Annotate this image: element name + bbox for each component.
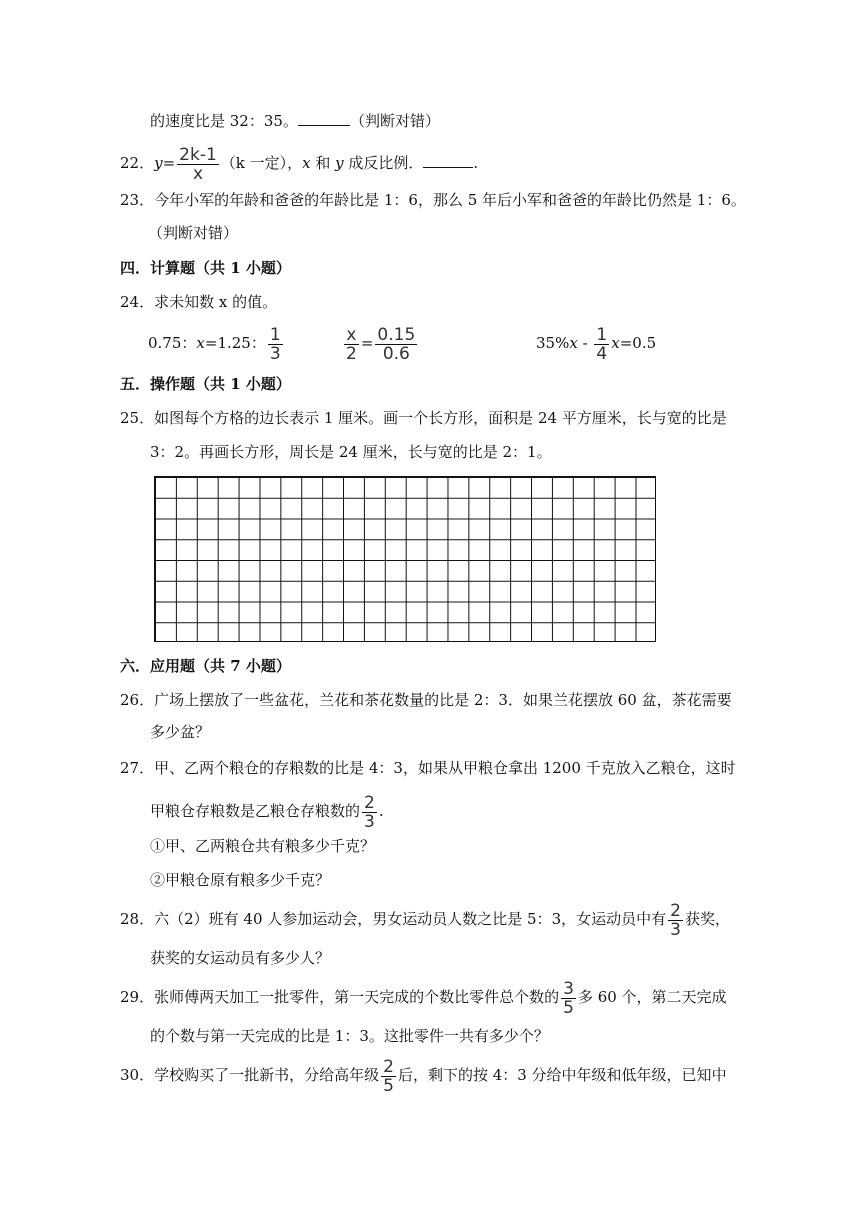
equation-3-right: =0.5 xyxy=(619,334,657,352)
question-27-line-1: 甲、乙两个粮仓的存粮数的比是 4：3，如果从甲粮仓拿出 1200 千克放入乙粮仓，这时 xyxy=(154,759,736,777)
question-27-sub-2: ②甲粮仓原有粮多少千克？ xyxy=(150,871,331,889)
question-21-tail xyxy=(150,111,440,131)
period: . xyxy=(473,154,479,172)
section-heading-operation: 五．操作题（共 1 小题） xyxy=(120,375,291,393)
fraction-numerator: x xyxy=(344,326,359,345)
fraction-2-3 xyxy=(362,794,377,831)
question-number-23: 23． xyxy=(120,191,155,209)
question-27-line-2 xyxy=(150,792,384,830)
fraction-015-06 xyxy=(375,326,417,363)
question-22 xyxy=(120,144,478,182)
question-26-line-2: 多少盆？ xyxy=(150,723,211,741)
question-23 xyxy=(120,190,746,210)
answer-blank-22[interactable] xyxy=(423,153,473,168)
question-26 xyxy=(120,690,732,710)
fraction-numerator: 3 xyxy=(563,978,574,999)
question-number-24: 24． xyxy=(120,293,155,311)
equation-2 xyxy=(342,324,419,362)
question-29-line-2: 的个数与第一天完成的比是 1：3。这批零件一共有多少个？ xyxy=(150,1027,549,1045)
variable-y: y xyxy=(154,154,163,172)
fraction-2k-1-over-x xyxy=(177,146,219,183)
question-23-text: 今年小军的年龄和爸爸的年龄比是 1：6，那么 5 年后小军和爸爸的年龄比仍然是 1：6。 xyxy=(154,191,746,209)
question-25 xyxy=(120,408,727,428)
equation-1-left: 0.75： xyxy=(148,334,197,352)
k-constant-note: （k 一定）， xyxy=(220,154,303,172)
question-25-line-2: 3：2。再画长方形，周长是 24 厘米，长与宽的比是 2：1。 xyxy=(150,443,552,461)
question-25-line-1: 如图每个方格的边长表示 1 厘米。画一个长方形，面积是 24 平方厘米，长与宽的比是 xyxy=(154,409,727,427)
fraction-denominator: 3 xyxy=(269,343,281,364)
question-24-text: 求未知数 x 的值。 xyxy=(154,293,278,311)
question-30-line-1a: 学校购买了一批新书，分给高年级 xyxy=(154,1066,380,1084)
question-27-sub-1: ①甲、乙两粮仓共有粮多少千克？ xyxy=(150,837,376,855)
question-28-line-1b: 获奖， xyxy=(684,910,730,928)
fraction-numerator: 2 xyxy=(670,900,681,921)
question-24 xyxy=(120,292,277,312)
fraction-denominator: x xyxy=(192,163,203,184)
question-28 xyxy=(120,900,730,938)
question-27-line-2-text: 甲粮仓存粮数是乙粮仓存粮数的 xyxy=(150,802,361,820)
fraction-x-2 xyxy=(344,326,359,363)
variable-x: x xyxy=(302,154,311,172)
fraction-2-3 xyxy=(668,902,683,939)
fraction-numerator: 2 xyxy=(364,792,375,813)
fraction-1-4 xyxy=(594,326,609,363)
question-number-29: 29． xyxy=(120,988,155,1006)
question-30-line-1b: 后，剩下的按 4：3 分给中年级和低年级，已知中 xyxy=(397,1066,727,1084)
minus-sign: - xyxy=(577,334,593,352)
fraction-denominator: 3 xyxy=(670,919,681,940)
question-number-30: 30． xyxy=(120,1066,155,1084)
judge-hint-21: （判断对错） xyxy=(349,112,440,130)
variable-y-2: y xyxy=(335,154,344,172)
fraction-numerator: 1 xyxy=(269,324,281,345)
square-grid[interactable] xyxy=(154,476,656,642)
fraction-numerator: 1 xyxy=(596,324,608,345)
fraction-numerator: 0.15 xyxy=(377,324,416,345)
equals-sign: = xyxy=(162,154,176,172)
answer-blank-21[interactable] xyxy=(298,111,350,126)
and-text: 和 xyxy=(310,154,336,172)
question-number-26: 26． xyxy=(120,691,155,709)
fraction-denominator: 3 xyxy=(364,811,375,832)
question-28-line-2: 获奖的女运动员有多少人？ xyxy=(150,949,331,967)
period: . xyxy=(378,802,384,820)
fraction-denominator: 5 xyxy=(383,1075,394,1096)
variable-x-2: x xyxy=(611,334,620,352)
question-30 xyxy=(120,1056,727,1094)
fraction-2-5 xyxy=(381,1058,396,1095)
fraction-denominator: 5 xyxy=(563,997,574,1018)
question-29-line-1b: 多 60 个，第二天完成 xyxy=(577,988,727,1006)
section-heading-calculation: 四．计算题（共 1 小题） xyxy=(120,259,291,277)
fraction-numerator: 2k-1 xyxy=(179,144,217,165)
fraction-numerator: 2 xyxy=(383,1056,394,1077)
question-27 xyxy=(120,758,736,778)
variable-x: x xyxy=(569,334,578,352)
judge-hint-23: （判断对错） xyxy=(148,224,239,242)
question-29-line-1a: 张师傅两天加工一批零件，第一天完成的个数比零件总个数的 xyxy=(154,988,560,1006)
question-26-line-1: 广场上摆放了一些盆花，兰花和茶花数量的比是 2：3．如果兰花摆放 60 盆，茶花需要 xyxy=(154,691,732,709)
fraction-denominator: 0.6 xyxy=(382,343,410,364)
question-22-text: 成反比例． xyxy=(343,154,424,172)
equation-1-mid: =1.25： xyxy=(204,334,266,352)
question-number-25: 25． xyxy=(120,409,155,427)
equation-1 xyxy=(148,324,285,362)
question-number-22: 22． xyxy=(120,154,155,172)
equation-3-left: 35% xyxy=(536,334,570,352)
question-29 xyxy=(120,978,727,1016)
fraction-3-5 xyxy=(561,980,576,1017)
question-21-text: 的速度比是 32：35。 xyxy=(150,112,298,130)
question-number-27: 27． xyxy=(120,759,155,777)
fraction-denominator: 2 xyxy=(346,343,357,364)
fraction-1-3 xyxy=(268,326,283,363)
section-heading-application: 六．应用题（共 7 小题） xyxy=(120,657,291,675)
variable-x: x xyxy=(196,334,205,352)
question-28-line-1a: 六（2）班有 40 人参加运动会，男女运动员人数之比是 5：3，女运动员中有 xyxy=(154,910,667,928)
fraction-denominator: 4 xyxy=(596,343,608,364)
equals-sign: = xyxy=(360,334,374,352)
question-number-28: 28． xyxy=(120,910,155,928)
equation-3 xyxy=(536,324,656,362)
